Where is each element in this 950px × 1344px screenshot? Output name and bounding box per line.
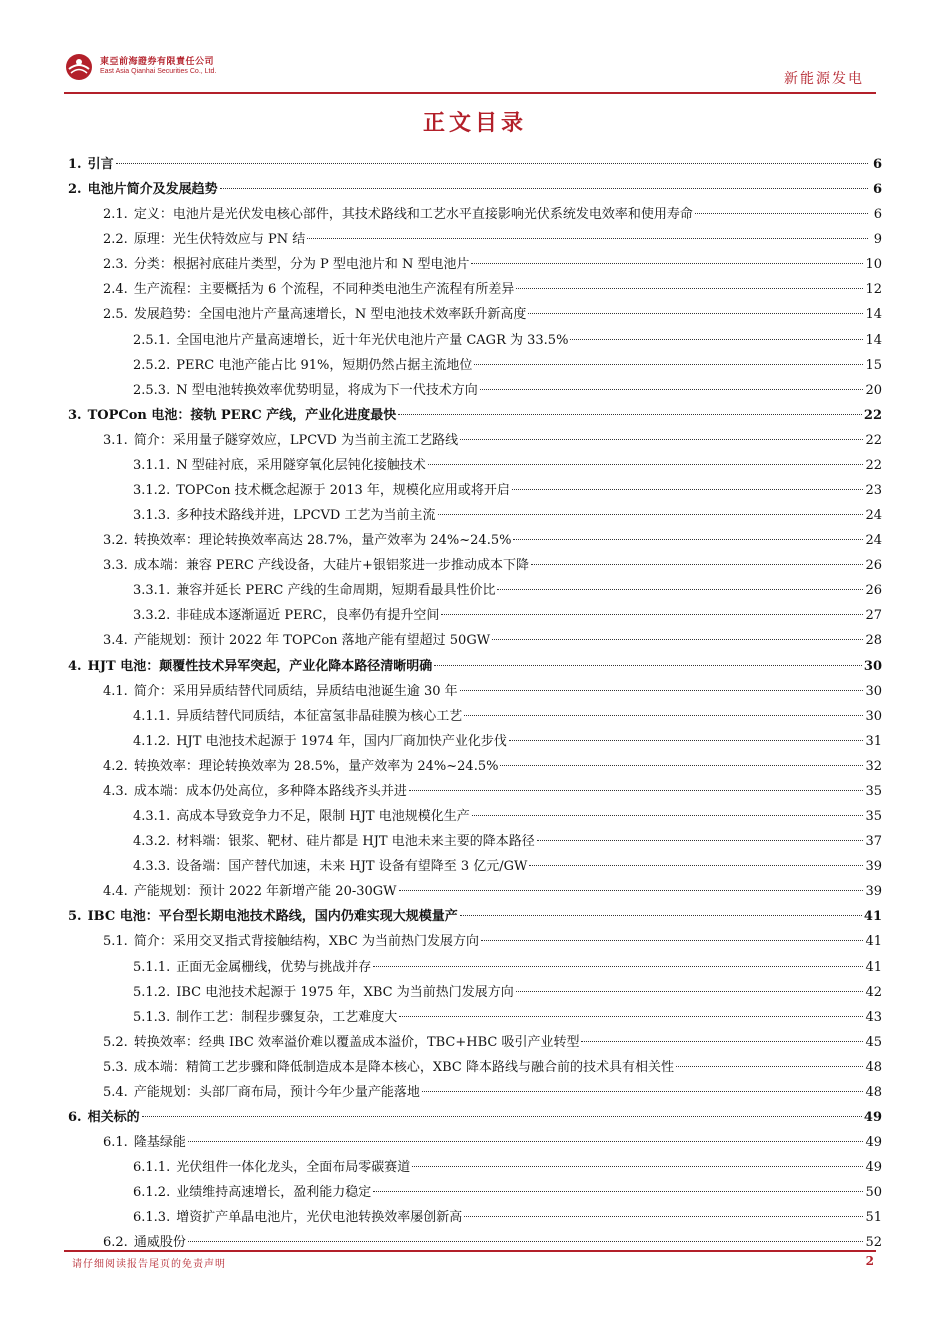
toc-entry-title: 转换效率：理论转换效率高达 28.7%，量产效率为 24%~24.5%: [133, 533, 512, 549]
toc-entry-number: 3.2.: [103, 533, 128, 549]
toc-entry-title: 简介：采用交叉指式背接触结构，XBC 为当前热门发展方向: [133, 934, 479, 950]
toc-entry[interactable]: [68, 578, 882, 603]
toc-entry-title: 引言: [87, 157, 114, 172]
toc-entry-title: 制作工艺：制程步骤复杂，工艺难度大: [176, 1009, 398, 1025]
toc-dot-leader: [460, 690, 864, 691]
toc-entry-page: 43: [865, 1009, 882, 1025]
toc-dot-leader: [695, 213, 868, 214]
toc-entry-title: 电池片简介及发展趋势: [87, 182, 218, 198]
toc-dot-leader: [570, 339, 863, 340]
toc-entry-number: 5.1.: [103, 934, 128, 950]
toc-dot-leader: [307, 238, 868, 239]
toc-entry[interactable]: [68, 729, 882, 754]
toc-entry[interactable]: [68, 403, 882, 428]
toc-entry[interactable]: [68, 628, 882, 653]
toc-entry-page: 39: [865, 859, 882, 875]
toc-dot-leader: [513, 539, 863, 540]
toc-entry[interactable]: [68, 854, 882, 879]
company-logo: [64, 52, 216, 82]
toc-entry[interactable]: [68, 1080, 882, 1105]
toc-entry-page: 41: [865, 959, 882, 975]
toc-dot-leader: [398, 414, 862, 415]
toc-entry-page: 52: [865, 1235, 882, 1251]
toc-entry-number: 6.1.3.: [133, 1210, 171, 1226]
toc-entry-number: 5.3.: [103, 1059, 128, 1075]
toc-entry-page: 39: [865, 884, 882, 900]
toc-entry-title: 分类：根据衬底硅片类型，分为 P 型电池片和 N 型电池片: [133, 257, 470, 273]
footer-disclaimer: 请仔细阅读报告尾页的免责声明: [72, 1259, 226, 1270]
toc-entry[interactable]: [68, 1005, 882, 1030]
toc-entry-number: 3.1.2.: [133, 483, 171, 499]
toc-entry-title: 转换效率：理论转换效率为 28.5%，量产效率为 24%~24.5%: [133, 758, 499, 774]
toc-entry-number: 2.4.: [103, 282, 128, 298]
toc-entry-title: 通威股份: [133, 1235, 186, 1251]
toc-entry-number: 2.: [68, 182, 82, 198]
toc-entry-title: 产能规划：头部厂商布局，预计今年少量产能落地: [133, 1084, 420, 1100]
toc-entry-page: 48: [865, 1059, 882, 1075]
toc-entry-number: 6.1.1.: [133, 1160, 171, 1176]
toc-entry-title: 产能规划：预计 2022 年新增产能 20-30GW: [133, 884, 397, 900]
toc-entry-number: 2.2.: [103, 232, 128, 248]
toc-entry-title: 简介：采用量子隧穿效应，LPCVD 为当前主流工艺路线: [133, 432, 459, 448]
toc-entry-title: HJT 电池：颠覆性技术异军突起，产业化降本路径清晰明确: [87, 658, 433, 674]
toc-entry-number: 4.3.1.: [133, 809, 171, 825]
toc-entry[interactable]: [68, 227, 882, 252]
toc-entry-number: 2.3.: [103, 257, 128, 273]
toc-dot-leader: [481, 940, 864, 941]
toc-entry[interactable]: [68, 328, 882, 353]
toc-entry-title: 全国电池片产量高速增长，近十年光伏电池片产量 CAGR 为 33.5%: [176, 332, 569, 348]
toc-dot-leader: [460, 915, 862, 916]
header-divider: [64, 92, 876, 94]
toc-entry[interactable]: [68, 679, 882, 704]
toc-entry-title: 原理：光生伏特效应与 PN 结: [133, 232, 306, 248]
toc-dot-leader: [512, 489, 864, 490]
toc-entry[interactable]: [68, 829, 882, 854]
toc-entry[interactable]: [68, 302, 882, 327]
toc-dot-leader: [428, 464, 864, 465]
toc-entry-title: 产能规划：预计 2022 年 TOPCon 落地产能有望超过 50GW: [133, 633, 491, 649]
toc-dot-leader: [422, 1091, 864, 1092]
toc-entry-title: IBC 电池技术起源于 1975 年，XBC 为当前热门发展方向: [176, 984, 514, 1000]
toc-entry-page: 35: [865, 783, 882, 799]
toc-dot-leader: [409, 790, 864, 791]
toc-entry[interactable]: [68, 1155, 882, 1180]
toc-entry[interactable]: [68, 1030, 882, 1055]
page-number: 2: [865, 1254, 874, 1268]
toc-entry[interactable]: [68, 202, 882, 227]
toc-entry-number: 3.3.: [103, 558, 128, 574]
toc-entry-number: 6.: [68, 1109, 82, 1125]
toc-dot-leader: [373, 1191, 863, 1192]
toc-dot-leader: [188, 1241, 864, 1242]
toc-dot-leader: [497, 589, 863, 590]
toc-entry-title: 异质结替代同质结，本征富氢非晶硅膜为核心工艺: [176, 708, 463, 724]
toc-entry-number: 3.: [68, 407, 82, 423]
footer-divider: [64, 1250, 876, 1252]
toc-entry-page: 45: [865, 1034, 882, 1050]
toc-dot-leader: [528, 313, 863, 314]
toc-dot-leader: [472, 815, 864, 816]
toc-entry-title: PERC 电池产能占比 91%，短期仍然占据主流地位: [176, 357, 473, 373]
toc-entry-title: 隆基绿能: [133, 1135, 186, 1151]
toc-entry-number: 5.4.: [103, 1084, 128, 1100]
toc-entry-number: 1.: [68, 157, 82, 172]
toc-entry-page: 30: [865, 708, 882, 724]
toc-dot-leader: [531, 564, 864, 565]
toc-entry-title: 定义：电池片是光伏发电核心部件，其技术路线和工艺水平直接影响光伏系统发电效率和使用寿命: [133, 207, 693, 223]
toc-entry-title: 转换效率：经典 IBC 效率溢价难以覆盖成本溢价，TBC+HBC 吸引产业转型: [133, 1034, 580, 1050]
toc-entry-page: 42: [865, 984, 882, 1000]
toc-entry-page: 10: [865, 257, 882, 273]
toc-entry-number: 2.5.1.: [133, 332, 171, 348]
toc-entry-page: 28: [865, 633, 882, 649]
toc-dot-leader: [399, 890, 864, 891]
toc-dot-leader: [516, 288, 863, 289]
toc-entry-title: N 型电池转换效率优势明显，将成为下一代技术方向: [176, 382, 478, 398]
toc-entry-page: 15: [865, 357, 882, 373]
toc-entry-number: 5.2.: [103, 1034, 128, 1050]
company-name-cn: 東亞前海證券有限責任公司: [100, 57, 215, 68]
toc-entry-number: 3.4.: [103, 633, 128, 649]
toc-dot-leader: [676, 1066, 864, 1067]
toc-entry[interactable]: [68, 503, 882, 528]
toc-entry-page: 49: [865, 1135, 882, 1151]
toc-entry-page: 20: [865, 382, 882, 398]
toc-entry[interactable]: [68, 453, 882, 478]
toc-entry-title: 相关标的: [87, 1109, 140, 1125]
toc-entry-page: 24: [865, 508, 882, 524]
toc-entry[interactable]: [68, 177, 882, 202]
toc-entry[interactable]: [68, 704, 882, 729]
toc-entry[interactable]: [68, 428, 882, 453]
toc-dot-leader: [500, 765, 863, 766]
toc-entry[interactable]: [68, 1205, 882, 1230]
toc-entry-title: 光伏组件一体化龙头，全面布局零碳赛道: [176, 1160, 411, 1176]
toc-entry-page: 27: [865, 608, 882, 624]
toc-entry-number: 4.1.: [103, 683, 128, 699]
toc-entry-number: 6.1.: [103, 1135, 128, 1151]
toc-entry-page: 14: [865, 332, 882, 348]
toc-dot-leader: [460, 439, 863, 440]
toc-entry-page: 14: [865, 307, 882, 323]
toc-entry-page: 49: [865, 1160, 882, 1176]
toc-entry[interactable]: [68, 929, 882, 954]
toc-entry[interactable]: [68, 754, 882, 779]
toc-entry-title: 业绩维持高速增长，盈利能力稳定: [176, 1185, 372, 1201]
section-tag: 新能源发电: [784, 71, 864, 87]
toc-entry[interactable]: [68, 353, 882, 378]
toc-entry-title: 生产流程：主要概括为 6 个流程，不同种类电池生产流程有所差异: [133, 282, 515, 298]
table-of-contents: [68, 152, 882, 1255]
toc-dot-leader: [492, 639, 863, 640]
toc-entry-page: 22: [865, 432, 882, 448]
toc-entry[interactable]: [68, 603, 882, 628]
toc-entry-title: 简介：采用异质结替代同质结，异质结电池诞生逾 30 年: [133, 683, 458, 699]
toc-entry-page: 6: [873, 207, 882, 223]
toc-entry-page: 22: [863, 407, 882, 423]
toc-entry-number: 2.5.2.: [133, 357, 171, 373]
toc-entry-page: 51: [865, 1210, 882, 1226]
toc-entry[interactable]: [68, 955, 882, 980]
toc-entry-title: HJT 电池技术起源于 1974 年，国内厂商加快产业化步伐: [176, 733, 507, 749]
toc-dot-leader: [471, 263, 863, 264]
toc-entry[interactable]: [68, 1105, 882, 1130]
toc-entry[interactable]: [68, 378, 882, 403]
toc-entry-title: TOPCon 电池：接轨 PERC 产线，产业化进度最快: [87, 407, 397, 423]
toc-dot-leader: [434, 665, 862, 666]
toc-entry[interactable]: [68, 1130, 882, 1155]
toc-entry-title: 设备端：国产替代加速，未来 HJT 设备有望降至 3 亿元/GW: [176, 859, 528, 875]
toc-entry-title: 成本端：兼容 PERC 产线设备，大硅片+银铝浆进一步推动成本下降: [133, 558, 529, 574]
toc-entry-page: 49: [863, 1109, 882, 1125]
toc-entry-number: 5.: [68, 909, 82, 925]
toc-entry-title: 材料端：银浆、靶材、硅片都是 HJT 电池未来主要的降本路径: [176, 834, 535, 850]
toc-entry-title: TOPCon 技术概念起源于 2013 年，规模化应用或将开启: [176, 483, 510, 499]
toc-entry-title: 增资扩产单晶电池片，光伏电池转换效率屡创新高: [176, 1210, 463, 1226]
toc-dot-leader: [142, 1116, 862, 1117]
toc-entry[interactable]: [68, 980, 882, 1005]
toc-entry-number: 2.1.: [103, 207, 128, 223]
toc-entry-number: 2.5.: [103, 307, 128, 323]
toc-dot-leader: [188, 1141, 864, 1142]
toc-entry[interactable]: [68, 654, 882, 679]
toc-dot-leader: [480, 389, 864, 390]
toc-entry-number: 5.1.2.: [133, 984, 171, 1000]
toc-dot-leader: [441, 614, 863, 615]
toc-dot-leader: [373, 966, 863, 967]
toc-entry-title: 成本端：成本仍处高位，多种降本路线齐头并进: [133, 783, 407, 799]
toc-entry-number: 4.4.: [103, 884, 128, 900]
toc-entry-title: 非硅成本逐渐逼近 PERC，良率仍有提升空间: [176, 608, 440, 624]
toc-entry-number: 5.1.1.: [133, 959, 171, 975]
toc-entry[interactable]: [68, 804, 882, 829]
toc-entry-number: 3.1.: [103, 432, 128, 448]
toc-entry[interactable]: [68, 277, 882, 302]
toc-entry-page: 30: [865, 683, 882, 699]
toc-entry-title: 发展趋势：全国电池片产量高速增长，N 型电池技术效率跃升新高度: [133, 307, 527, 323]
toc-entry-number: 5.1.3.: [133, 1009, 171, 1025]
toc-entry-number: 4.1.1.: [133, 708, 171, 724]
toc-entry-page: 6: [872, 182, 882, 198]
toc-entry[interactable]: [68, 904, 882, 929]
toc-entry-page: 41: [865, 934, 882, 950]
toc-entry-number: 4.2.: [103, 758, 128, 774]
toc-dot-leader: [529, 865, 863, 866]
toc-entry-page: 22: [865, 457, 882, 473]
toc-entry-number: 3.3.2.: [133, 608, 171, 624]
toc-entry-page: 24: [865, 533, 882, 549]
toc-dot-leader: [509, 740, 864, 741]
toc-entry[interactable]: [68, 528, 882, 553]
toc-entry-page: 32: [865, 758, 882, 774]
toc-entry-page: 35: [865, 809, 882, 825]
toc-entry-page: 48: [865, 1084, 882, 1100]
toc-dot-leader: [412, 1166, 863, 1167]
page-title: 正文目录: [422, 110, 527, 136]
toc-entry[interactable]: [68, 1055, 882, 1080]
company-name-en: East Asia Qianhai Securities Co., Ltd.: [100, 68, 217, 76]
toc-entry[interactable]: [68, 252, 882, 277]
toc-entry-number: 3.3.1.: [133, 583, 171, 599]
toc-dot-leader: [516, 991, 864, 992]
toc-entry[interactable]: [68, 553, 882, 578]
toc-dot-leader: [220, 188, 868, 189]
toc-entry-page: 37: [865, 834, 882, 850]
toc-entry-number: 3.1.1.: [133, 457, 171, 473]
toc-entry-page: 9: [873, 232, 882, 248]
toc-entry-title: 多种技术路线并进，LPCVD 工艺为当前主流: [176, 508, 436, 524]
toc-entry-number: 4.3.2.: [133, 834, 171, 850]
toc-dot-leader: [474, 364, 863, 365]
toc-entry[interactable]: [68, 1180, 882, 1205]
toc-dot-leader: [581, 1041, 863, 1042]
toc-entry-number: 4.1.2.: [133, 733, 171, 749]
toc-entry-title: 成本端：精简工艺步骤和降低制造成本是降本核心，XBC 降本路线与融合前的技术具有相关性: [133, 1059, 674, 1075]
toc-dot-leader: [464, 1216, 863, 1217]
toc-entry-page: 26: [865, 558, 882, 574]
toc-entry-number: 4.3.3.: [133, 859, 171, 875]
toc-entry[interactable]: [68, 478, 882, 503]
toc-entry-number: 4.3.: [103, 783, 128, 799]
toc-dot-leader: [438, 514, 864, 515]
toc-entry-page: 12: [865, 282, 882, 298]
toc-entry[interactable]: [68, 152, 882, 177]
toc-dot-leader: [399, 1016, 863, 1017]
toc-entry-page: 50: [865, 1185, 882, 1201]
toc-entry-page: 26: [865, 583, 882, 599]
toc-entry-page: 31: [865, 733, 882, 749]
toc-entry-title: N 型硅衬底，采用隧穿氧化层钝化接触技术: [176, 457, 426, 473]
toc-entry-number: 6.1.2.: [133, 1185, 171, 1201]
toc-entry-title: 兼容并延长 PERC 产线的生命周期，短期看最具性价比: [176, 583, 496, 599]
toc-entry-page: 6: [872, 157, 882, 172]
toc-entry-title: IBC 电池：平台型长期电池技术路线，国内仍难实现大规模量产: [87, 909, 458, 925]
toc-entry-title: 正面无金属栅线，优势与挑战并存: [176, 959, 372, 975]
toc-entry-number: 4.: [68, 658, 82, 674]
toc-entry-number: 6.2.: [103, 1235, 128, 1251]
page-header: [64, 52, 876, 92]
toc-entry-number: 2.5.3.: [133, 382, 171, 398]
toc-entry-page: 41: [863, 909, 882, 925]
toc-entry[interactable]: [68, 879, 882, 904]
toc-dot-leader: [464, 715, 863, 716]
toc-entry-number: 3.1.3.: [133, 508, 171, 524]
toc-dot-leader: [537, 840, 864, 841]
toc-entry-title: 高成本导致竞争力不足，限制 HJT 电池规模化生产: [176, 809, 470, 825]
company-logo-icon: [64, 52, 94, 82]
toc-entry-page: 30: [863, 658, 882, 674]
toc-entry-page: 23: [865, 483, 882, 499]
toc-dot-leader: [116, 163, 868, 164]
toc-entry[interactable]: [68, 779, 882, 804]
